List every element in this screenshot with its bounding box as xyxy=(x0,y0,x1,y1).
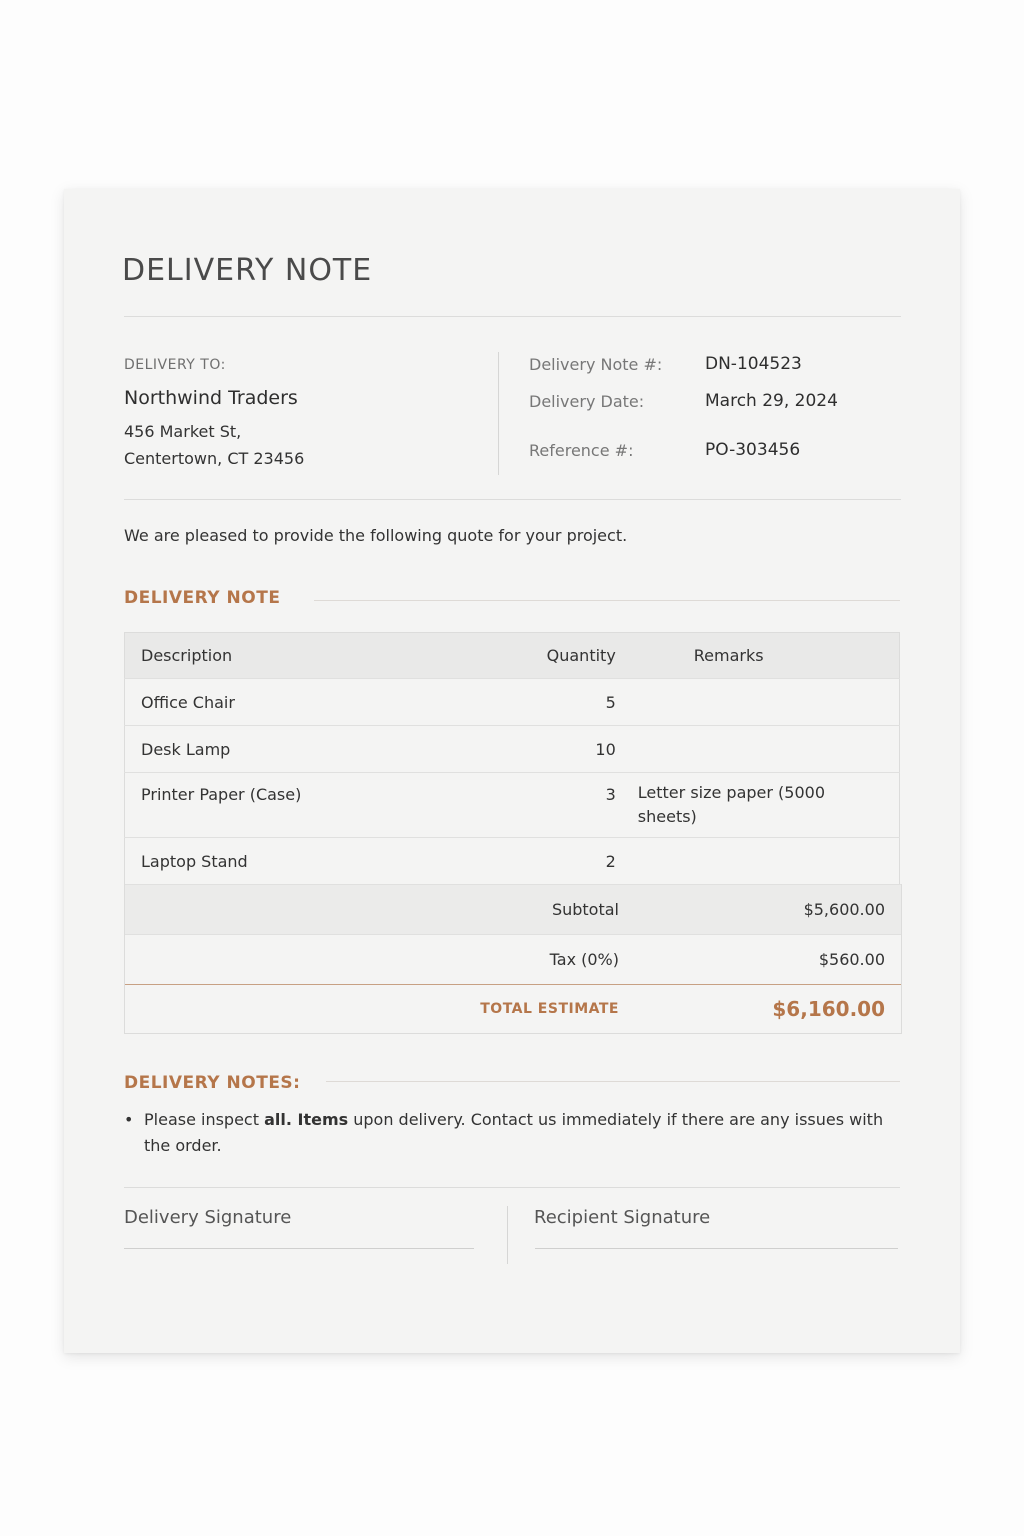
delivery-notes-line xyxy=(326,1081,900,1082)
header-vertical-divider xyxy=(498,352,499,475)
signature-top-divider xyxy=(124,1187,900,1188)
totals-block xyxy=(124,884,902,1034)
address-line-1: 456 Market St, xyxy=(124,422,242,441)
row-quantity: 5 xyxy=(504,679,632,726)
table-row xyxy=(125,773,900,838)
delivery-date-value: March 29, 2024 xyxy=(705,391,838,411)
total-row xyxy=(125,984,901,1033)
delivery-signature-line[interactable] xyxy=(124,1248,474,1249)
note-number-label: Delivery Note #: xyxy=(529,355,663,374)
row-description: Printer Paper (Case) xyxy=(125,773,504,838)
subtotal-row xyxy=(125,884,901,934)
tax-value: $560.00 xyxy=(818,950,885,969)
row-description: Office Chair xyxy=(125,679,504,726)
section-heading-line xyxy=(314,600,900,601)
subtotal-label: Subtotal xyxy=(551,900,619,919)
note-text-emphasis: all. Items xyxy=(264,1110,349,1129)
row-description: Desk Lamp xyxy=(125,726,504,773)
note-number-value: DN-104523 xyxy=(705,354,802,374)
title-divider xyxy=(124,316,901,317)
delivery-notes-heading: DELIVERY NOTES: xyxy=(124,1073,301,1093)
intro-text: We are pleased to provide the following quote for your project. xyxy=(124,526,628,545)
note-text-start: Please inspect xyxy=(144,1110,265,1129)
total-label: TOTAL ESTIMATE xyxy=(480,1001,619,1017)
table-header-row xyxy=(125,633,900,679)
column-header-remarks: Remarks xyxy=(632,633,900,679)
column-header-description: Description xyxy=(125,633,504,679)
recipient-signature-line[interactable] xyxy=(535,1248,898,1249)
delivery-date-label: Delivery Date: xyxy=(529,392,645,411)
reference-value: PO-303456 xyxy=(705,440,801,460)
signature-vertical-divider xyxy=(507,1206,508,1264)
note-text-end: upon delivery. Contact us immediately if there are any issues with the order. xyxy=(144,1110,884,1155)
address-line-2: Centertown, CT 23456 xyxy=(124,449,305,468)
company-name: Northwind Traders xyxy=(124,387,298,409)
row-quantity: 10 xyxy=(504,726,632,773)
row-quantity: 2 xyxy=(504,838,632,885)
subtotal-value: $5,600.00 xyxy=(803,900,885,919)
bullet-dot-icon: • xyxy=(124,1110,134,1129)
items-table xyxy=(124,632,900,885)
reference-label: Reference #: xyxy=(529,441,634,460)
delivery-to-label: DELIVERY TO: xyxy=(124,357,226,373)
section-heading: DELIVERY NOTE xyxy=(124,588,281,608)
row-description: Laptop Stand xyxy=(125,838,504,885)
recipient-signature-label: Recipient Signature xyxy=(534,1207,711,1228)
tax-label: Tax (0%) xyxy=(549,950,619,969)
delivery-signature-label: Delivery Signature xyxy=(124,1207,292,1228)
delivery-note-sheet xyxy=(64,189,960,1353)
header-bottom-divider xyxy=(124,499,901,500)
table-row xyxy=(125,838,900,885)
row-remarks: Letter size paper (5000 sheets) xyxy=(632,773,900,838)
table-row xyxy=(125,679,900,726)
row-quantity: 3 xyxy=(504,773,632,838)
delivery-note-item xyxy=(144,1107,884,1159)
row-remarks xyxy=(632,679,900,726)
total-value: $6,160.00 xyxy=(772,997,885,1021)
row-remarks xyxy=(632,838,900,885)
tax-row xyxy=(125,934,901,984)
column-header-quantity: Quantity xyxy=(504,633,632,679)
table-row xyxy=(125,726,900,773)
row-remarks xyxy=(632,726,900,773)
document-title: DELIVERY NOTE xyxy=(122,253,373,288)
